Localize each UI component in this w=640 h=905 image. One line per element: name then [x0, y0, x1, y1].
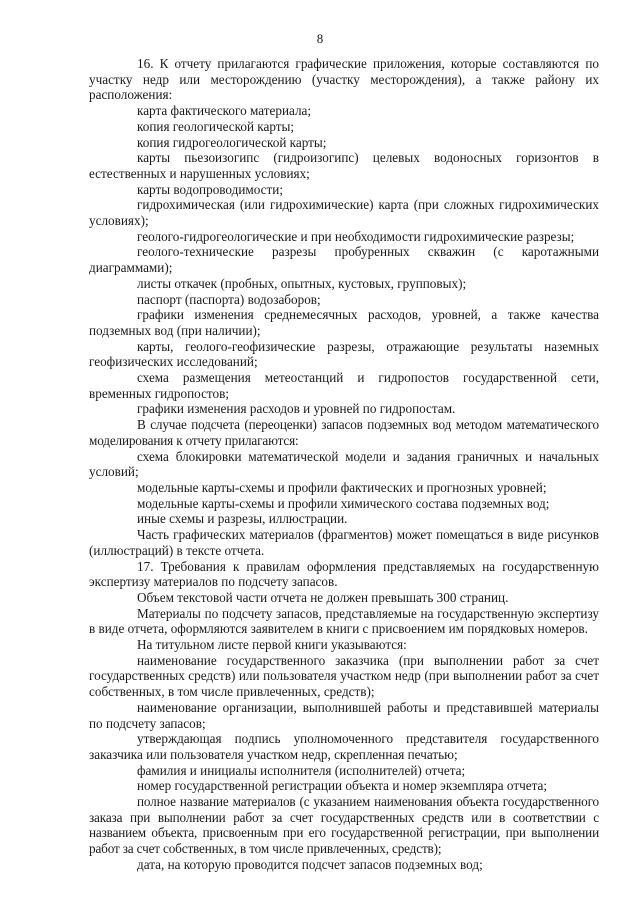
- title-page-intro-paragraph: На титульном листе первой книги указываются:: [137, 637, 407, 653]
- list-item: фамилия и инициалы исполнителя (исполнителей) отчета;: [137, 762, 466, 778]
- list-item: графики изменения расходов и уровней по гидропостам.: [137, 401, 456, 417]
- paragraph-17-heading: 17. Требования к правилам оформления представляемых на государственную экспертизу материалов по подсчету запасов.: [89, 558, 599, 590]
- volume-limit-paragraph: Объем текстовой части отчета не должен превышать 300 страниц.: [137, 589, 509, 605]
- list-item: гидрохимическая (или гидрохимические) карта (при сложных гидрохимических условиях);: [89, 197, 599, 229]
- list-item: листы откачек (пробных, опытных, кустовых, групповых);: [137, 275, 467, 291]
- list-item: карта фактического материала;: [137, 103, 312, 119]
- paragraph-16-intro: 16. К отчету прилагаются графические приложения, которые составляются по участку недр или месторождению (участку месторождения), а также району их расположения:: [89, 56, 599, 103]
- document-body: [89, 56, 599, 873]
- list-item: карты, геолого-геофизические разрезы, отражающие результаты наземных геофизических исследований;: [89, 338, 599, 370]
- list-item: графики изменения среднемесячных расходов, уровней, а также качества подземных вод (при наличии);: [89, 307, 599, 338]
- list-item: карты пьезоизогипс (гидроизогипс) целевых водоносных горизонтов в естественных и нарушенных условиях;: [89, 150, 599, 181]
- list-item: схема размещения метеостанций и гидропостов государственной сети, временных гидропостов;: [89, 370, 599, 401]
- graphics-note-paragraph: Часть графических материалов (фрагментов) может помещаться в виде рисунков (иллюстраций) в тексте отчета.: [89, 527, 599, 558]
- list-item: наименование организации, выполнившей работы и представившей материалы по подсчету запасов;: [89, 699, 599, 731]
- list-item: полное название материалов (с указанием наименования объекта государственного заказа при выполнении работ за счет государственных средств или в соответствии с названием объекта, присвоенным при его государственной регистрации, при выполнении работ за счет собственных, в том числе привлеченных, средств);: [89, 794, 599, 857]
- list-item: утверждающая подпись уполномоченного представителя государственного заказчика или пользователя участком недр, скрепленная печатью;: [89, 731, 599, 762]
- list-item: модельные карты-схемы и профили фактических и прогнозных уровней;: [137, 479, 547, 495]
- page-number: 8: [316, 31, 324, 46]
- materials-books-paragraph: Материалы по подсчету запасов, представляемые на государственную экспертизу в виде отчета, оформляются заявителем в книги с присвоением им порядковых номеров.: [89, 605, 599, 637]
- list-item: геолого-гидрогеологические и при необходимости гидрохимические разрезы;: [137, 228, 575, 244]
- list-item: паспорт (паспорта) водозаборов;: [137, 291, 321, 307]
- list-item: номер государственной регистрации объекта и номер экземпляра отчета;: [137, 778, 548, 794]
- list-item: дата, на которую проводится подсчет запасов подземных вод;: [137, 856, 483, 872]
- list-item: наименование государственного заказчика (при выполнении работ за счет государственных средств) или пользователя участком недр (при выполнении работ за счет собственных, в том числе привлеченных, средств);: [89, 652, 599, 700]
- modeling-intro-paragraph: В случае подсчета (переоценки) запасов подземных вод методом математического моделирования к отчету прилагаются:: [89, 417, 599, 448]
- list-item: геолого-технические разрезы пробуренных скважин (с каротажными диаграммами);: [89, 244, 599, 276]
- list-item: копия геологической карты;: [137, 118, 295, 134]
- list-item: копия гидрогеологической карты;: [137, 134, 327, 150]
- list-item: иные схемы и разрезы, иллюстрации.: [137, 511, 348, 527]
- list-item: схема блокировки математической модели и задания граничных и начальных условий;: [89, 448, 599, 480]
- list-item: модельные карты-схемы и профили химического состава подземных вод;: [137, 495, 550, 511]
- list-item: карты водопроводимости;: [137, 181, 284, 197]
